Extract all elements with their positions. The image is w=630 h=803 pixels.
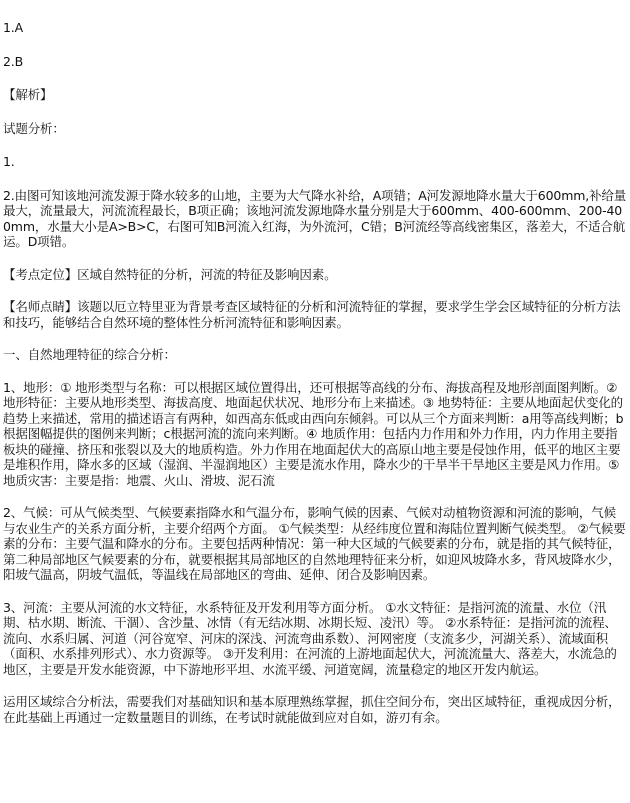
answer-1: 1.A bbox=[3, 20, 24, 35]
kaodian-paragraph: 【考点定位】区域自然特征的分析，河流的特征及影响因素。 bbox=[3, 266, 337, 282]
answer-2: 2.B bbox=[3, 53, 24, 69]
section-title: 一、自然地理特征的综合分析： bbox=[3, 347, 176, 362]
mingshi-paragraph: 【名师点睛】该题以厄立特里亚为背景考查区域特征的分析和河流特征的掌握，要求学生学会区域特征的分析方法和技巧，能够结合自然环境的整体性分析河流特征和影响因素。 bbox=[3, 299, 621, 330]
climate-paragraph: 2、气候：可从气候类型、气候要素指降水和气温分布，影响气候的因素、气候对动植物资源和河流的影响，气候与农业生产的关系方面分析，主要介绍两个方面。 ①气候类型：从经纬度位置和海陆位置判断气候类型。 ②气候要素的分布：主要气温和降水的分布。主要包括两种情况：第一种大区域的气候要素的分布，就是指的其气候特征，第二种局部地区气候要素的分布，就要根据其局部地区的自然地理特征来分析，如迎风坡降水多，背风坡降水少，阳坡气温高，阴坡气温低，等温线在局部地区的弯曲、延伸、闭合及影响因素。 bbox=[3, 505, 626, 582]
closing-paragraph: 运用区域综合分析法，需要我们对基础知识和基本原理熟练掌握，抓住空间分布，突出区域特征，重视成因分析，在此基础上再通过一定数量题目的训练，在考试时就能做到应对自如，游刃有余。 bbox=[3, 694, 621, 725]
analysis-subheading: 试题分析： bbox=[3, 120, 65, 136]
analysis-item-1: 1. bbox=[3, 154, 15, 169]
river-paragraph: 3、河流：主要从河流的水文特征，水系特征及开发利用等方面分析。 ①水文特征：是指河流的流量、水位（汛期、枯水期、断流、干涸）、含沙量、冰情（有无结冰期、冰期长短、凌汛）等。 ②水系特征：是指河流的流程、流向、水系归属、河道（河谷宽窄、河床的深浅、河流弯曲系数）、河网密度（支流多少，河湖关系）、流域面积（面积、水系排列形式）、水力资源等。 ③开发利用：在河流的上游地面起伏大，河流流量大、落差大，水流急的地区，主要是开发水能资源，中下游地形平坦、水流平缓、河道宽阔，流量稳定的地区开发内航运。 bbox=[3, 599, 617, 677]
analysis-item-2: 2.由图可知该地河流发源于降水较多的山地，主要为大气降水补给，A项错；A河发源地降水量大于600mm,补给量最大，流量最大，河流流程最长，B项正确；该地河流发源地降水量分别是大于600mm、400-600mm、200-400mm，水量大小是A>B>C，右图可知B河流入红海，为外流河，C错；B河流经等高线密集区，落差大，不适合航运。D项错。 bbox=[3, 187, 627, 249]
analysis-heading: 【解析】 bbox=[3, 87, 53, 102]
terrain-paragraph: 1、地形：① 地形类型与名称：可以根据区域位置得出，还可根据等高线的分布、海拔高程及地形剖面图判断。② 地形特征：主要从地形类型、海拔高度、地面起伏状况、地形分布上来描述。③ 地势特征：主要从地面起伏变化的趋势上来描述，常用的描述语言有两种，如西高东低或由西向东倾斜。可以从三个方面来判断：a用等高线判断；b根据图幅提供的图例来判断；c根据河流的流向来判断。④ 地质作用：包括内力作用和外力作用，内力作用主要指板块的碰撞、挤压和张裂以及大的地质构造。外力作用在地面起伏大的高原山地主要是侵蚀作用，低平的地区主要是堆积作用，降水多的区域（湿润、半湿润地区）主要是流水作用，降水少的干旱半干旱地区主要是风力作用。⑤地质灾害：主要是指：地震、火山、滑坡、泥石流 bbox=[3, 379, 624, 488]
